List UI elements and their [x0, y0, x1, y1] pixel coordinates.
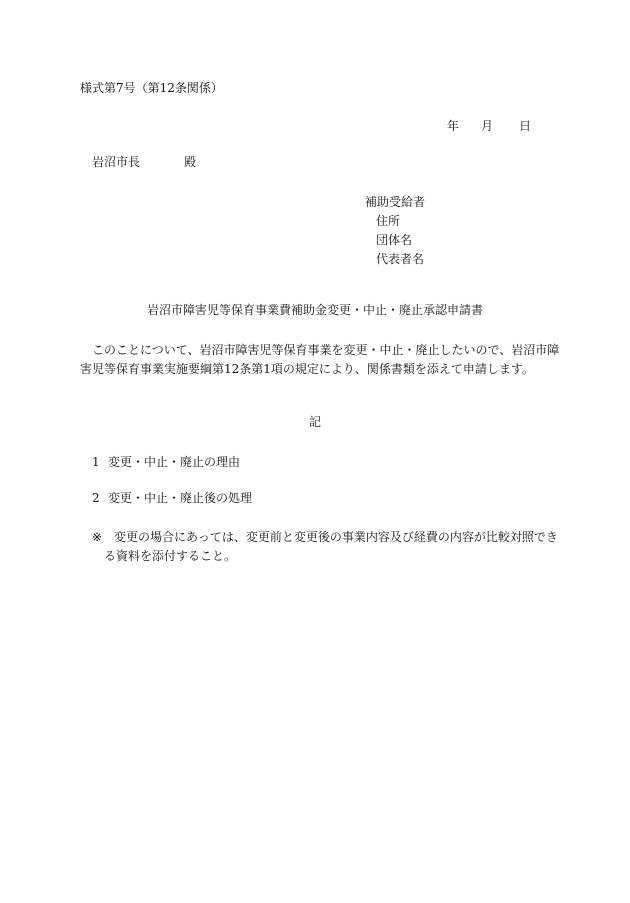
note	[92, 528, 562, 566]
ki-heading: 記	[308, 415, 321, 429]
applicant-group-name-label: 団体名	[376, 233, 413, 247]
note-line-2: る資料を添付すること。	[104, 549, 237, 563]
applicant-block	[365, 193, 425, 269]
note-line-1: 変更の場合にあっては、変更前と変更後の事業内容及び経費の内容が比較対照でき	[114, 530, 558, 544]
list-item-number: 2	[92, 491, 100, 505]
date-day-label: 日	[519, 119, 532, 133]
applicant-address-label: 住所	[376, 214, 401, 228]
list-item	[92, 456, 240, 468]
body-paragraph: このことについて、岩沼市障害児等保育事業を変更・中止・廃止したいので、岩沼市障害児等保育事業実施要綱第12条第1項の規定により、関係書類を添えて申請します。	[80, 343, 560, 376]
document-title: 岩沼市障害児等保育事業費補助金変更・中止・廃止承認申請書	[146, 303, 483, 317]
applicant-heading: 補助受給者	[365, 195, 426, 209]
date-year-label: 年	[447, 119, 460, 133]
applicant-representative-label: 代表者名	[376, 252, 425, 266]
list-item-text: 変更・中止・廃止後の処理	[108, 491, 253, 505]
list-item-number: 1	[92, 455, 100, 469]
date-month-label: 月	[481, 119, 494, 133]
addressee	[92, 156, 196, 168]
form-number: 様式第7号（第12条関係）	[80, 81, 223, 95]
note-mark: ※	[92, 530, 103, 544]
addressee-honorific: 殿	[184, 155, 197, 169]
date-line	[447, 120, 531, 132]
list-item-text: 変更・中止・廃止の理由	[108, 455, 241, 469]
list-item	[92, 492, 252, 504]
addressee-mayor: 岩沼市長	[92, 155, 141, 169]
